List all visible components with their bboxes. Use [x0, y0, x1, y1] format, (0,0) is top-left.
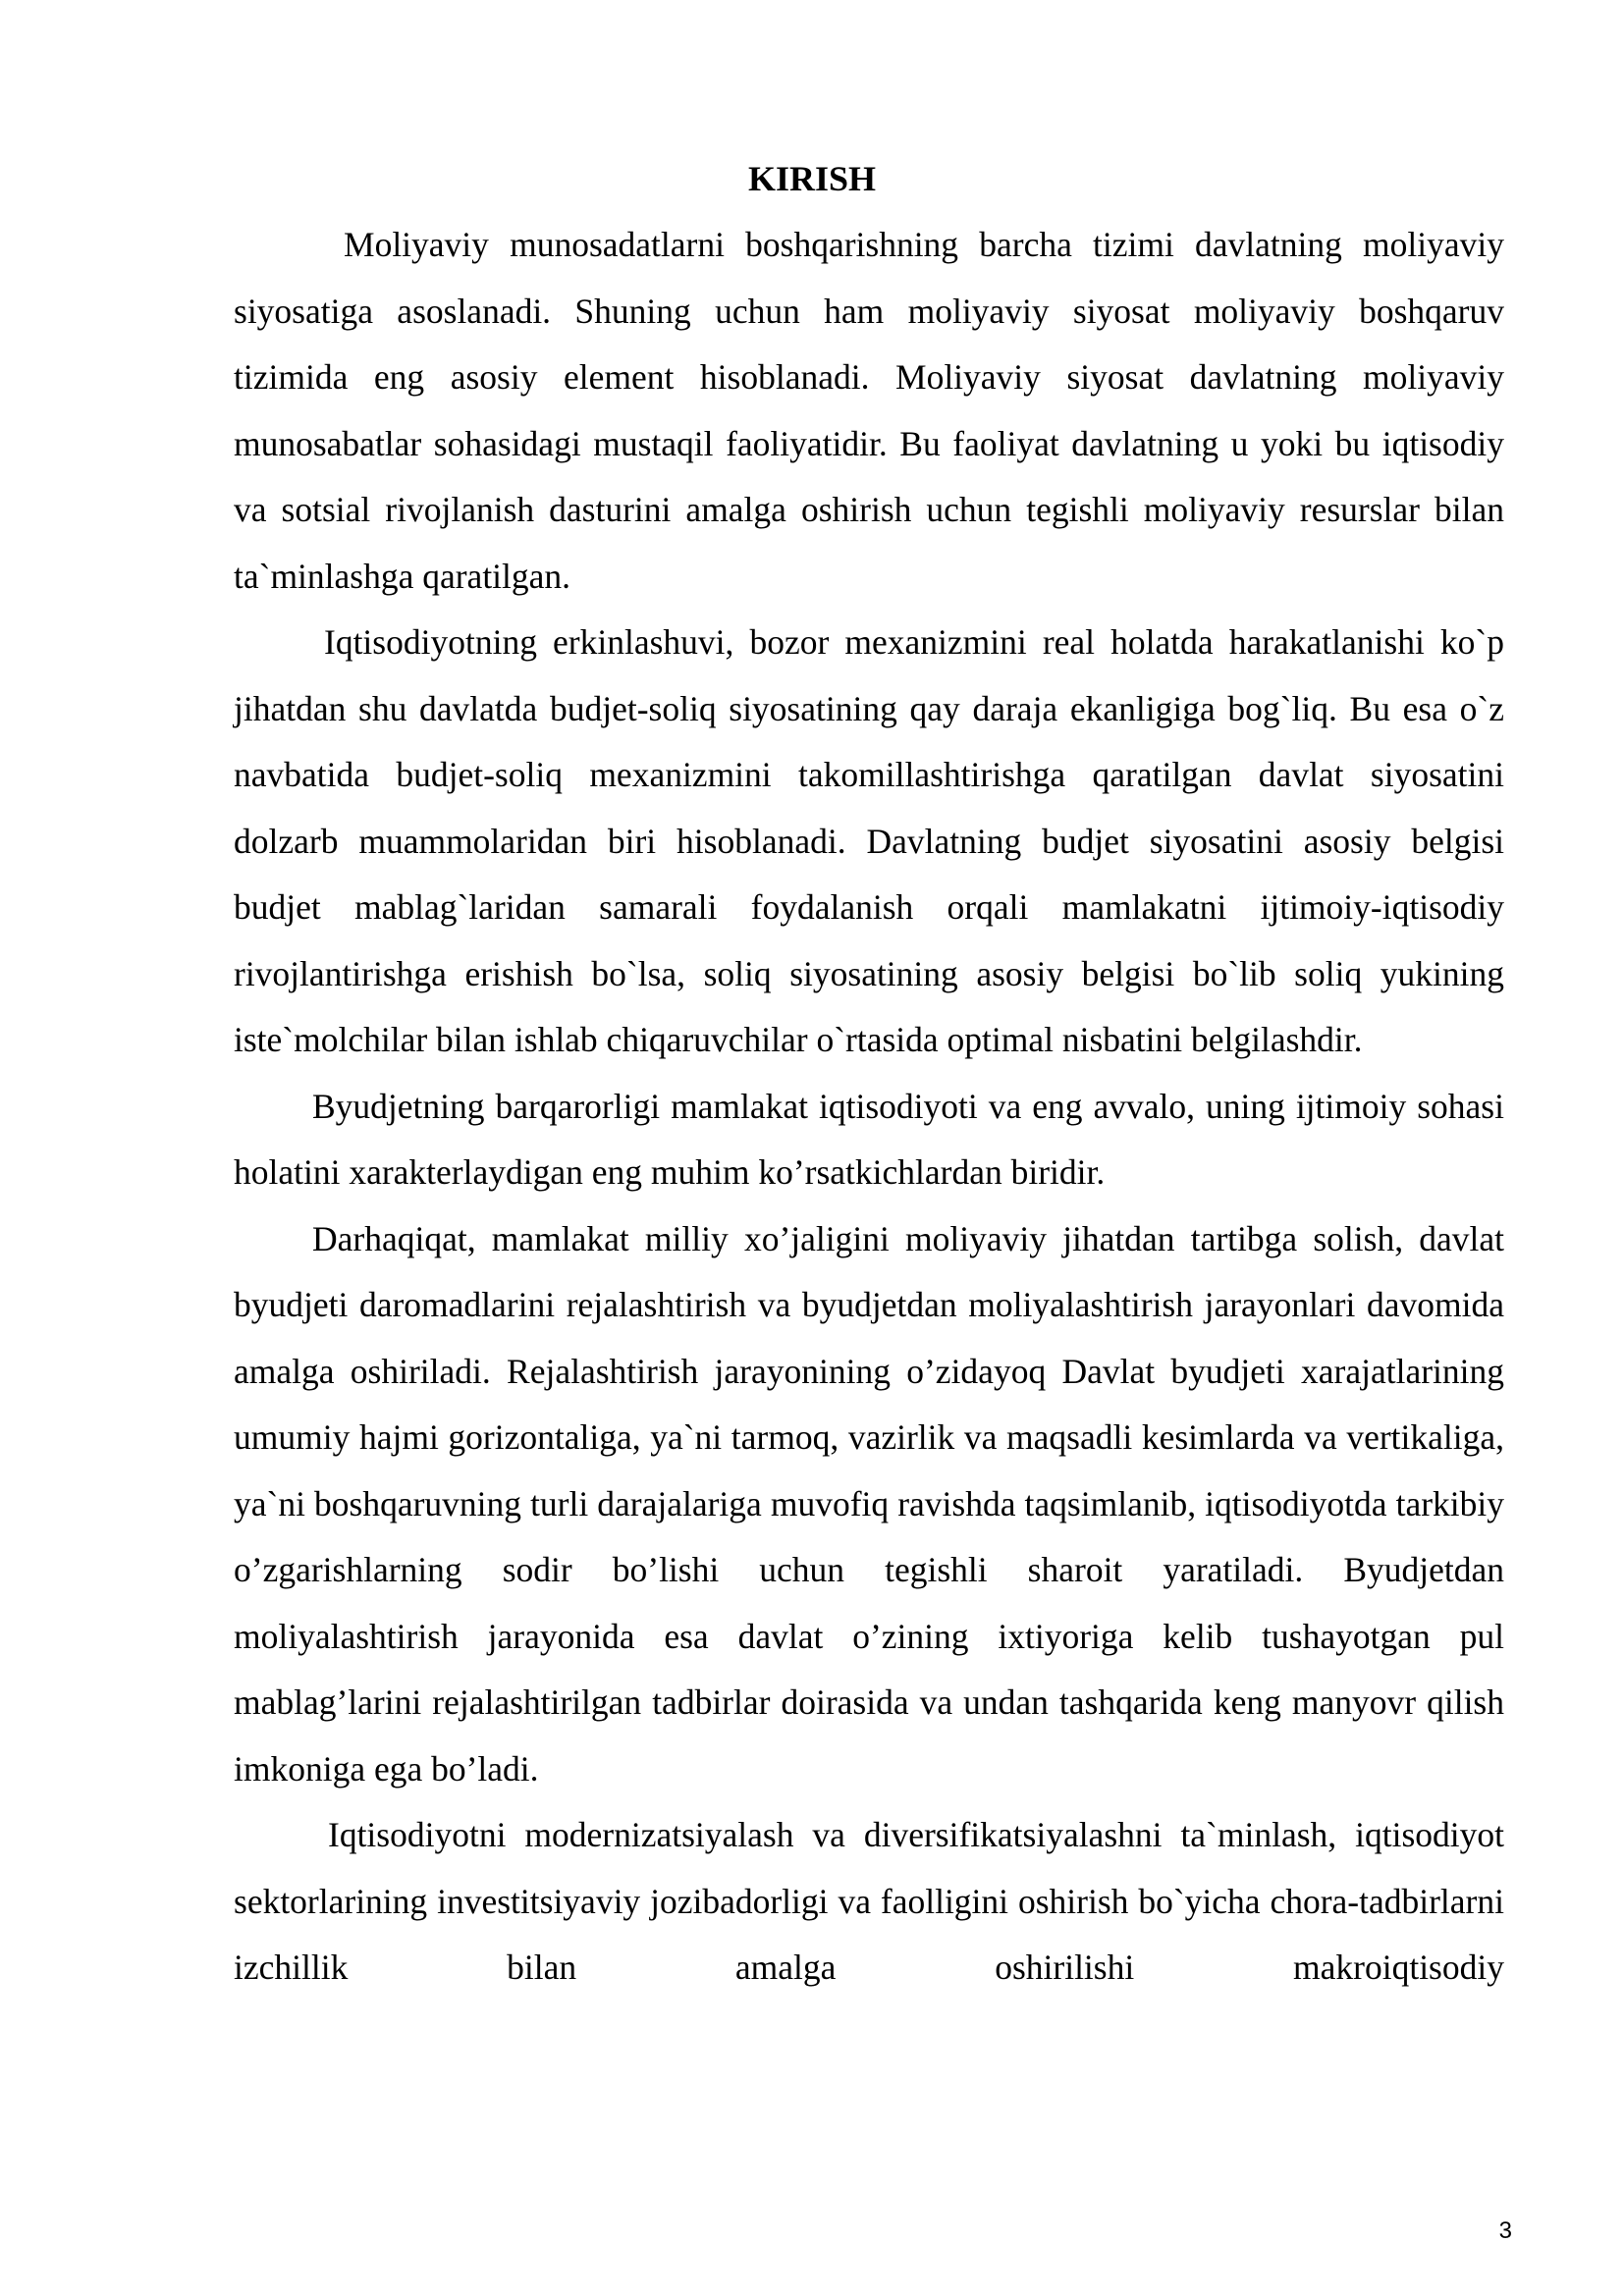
- page-title: KIRISH: [747, 159, 877, 198]
- paragraph-1: Moliyaviy munosadatlarni boshqarishning barcha tizimi davlatning moliyaviy siyosatiga asoslanadi. Shuning uchun ham moliyaviy siyosat moliyaviy boshqaruv tizimida eng asosiy element hisoblanadi. Moliyaviy siyosat davlatning moliyaviy munosabatlar sohasidagi mustaqil faoliyatidir. Bu faoliyat davlatning u yoki bu iqtisodiy va sotsial rivojlanish dasturini amalga oshirish uchun tegishli moliyaviy resurslar bilan ta`minlashga qaratilgan.: [234, 225, 1504, 596]
- paragraph-5: Iqtisodiyotni modernizatsiyalash va diversifikatsiyalashni ta`minlash, iqtisodiyot sektorlarining investitsiyaviy jozibadorligi va faolligini oshirish bo`yicha chora-tadbirlarni izchillik bilan amalga oshirilishi makroiqtisodiy: [234, 1815, 1504, 1987]
- page-number: 3: [1498, 2217, 1512, 2244]
- body-text: [234, 212, 1504, 2002]
- paragraph-3: Byudjetning barqarorligi mamlakat iqtisodiyoti va eng avvalo, uning ijtimoiy sohasi holatini xarakterlaydigan eng muhim ko’rsatkichlardan biridir.: [234, 1086, 1504, 1192]
- paragraph-2: Iqtisodiyotning erkinlashuvi, bozor mexanizmini real holatda harakatlanishi ko`p jihatdan shu davlatda budjet-soliq siyosatining qay daraja ekanligiga bog`liq. Bu esa o`z navbatida budjet-soliq mexanizmini takomillashtirishga qaratilgan davlat siyosatini dolzarb muammolaridan biri hisoblanadi. Davlatning budjet siyosatini asosiy belgisi budjet mablag`laridan samarali foydalanish orqali mamlakatni ijtimoiy-iqtisodiy rivojlantirishga erishish bo`lsa, soliq siyosatining asosiy belgisi bo`lib soliq yukining iste`molchilar bilan ishlab chiqaruvchilar o`rtasida optimal nisbatini belgilashdir.: [234, 622, 1504, 1059]
- paragraph-4: Darhaqiqat, mamlakat milliy xo’jaligini moliyaviy jihatdan tartibga solish, davlat byudjeti daromadlarini rejalashtirish va byudjetdan moliyalashtirish jarayonlari davomida amalga oshiriladi. Rejalashtirish jarayonining o’zidayoq Davlat byudjeti xarajatlarining umumiy hajmi gorizontaliga, ya`ni tarmoq, vazirlik va maqsadli kesimlarda va vertikaliga, ya`ni boshqaruvning turli darajalariga muvofiq ravishda taqsimlanib, iqtisodiyotda tarkibiy o’zgarishlarning sodir bo’lishi uchun tegishli sharoit yaratiladi. Byudjetdan moliyalashtirish jarayonida esa davlat o’zining ixtiyoriga kelib tushayotgan pul mablag’larini rejalashtirilgan tadbirlar doirasida va undan tashqarida keng manyovr qilish imkoniga ega bo’ladi.: [234, 1218, 1504, 1789]
